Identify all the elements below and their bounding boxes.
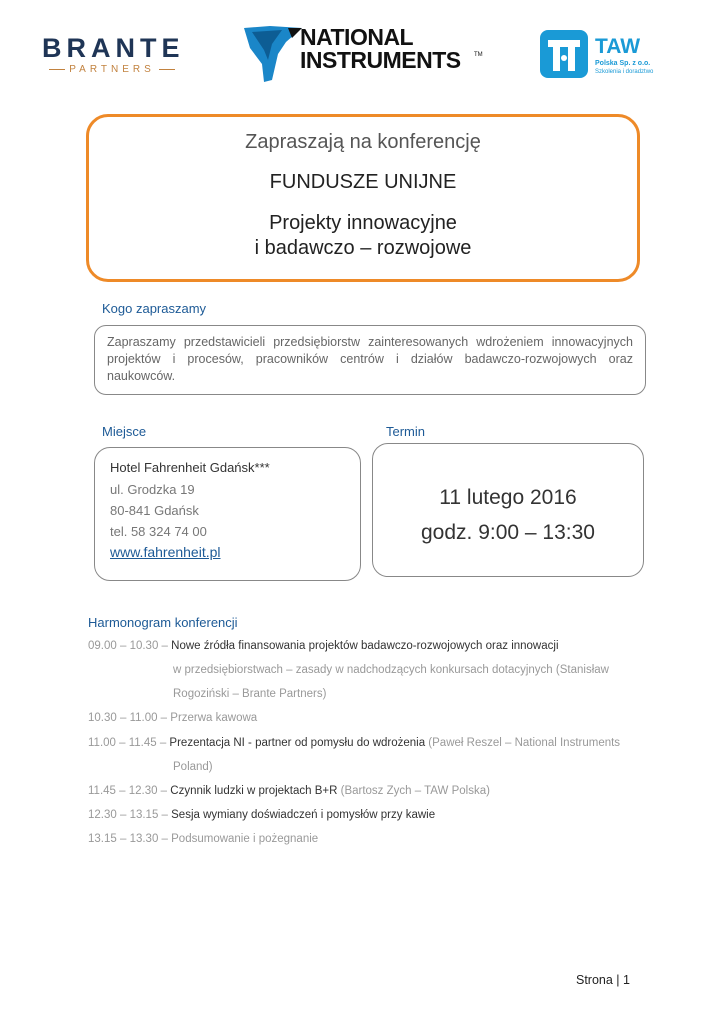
taw-logo-sub2: Szkolenia i doradztwo xyxy=(595,69,654,75)
schedule-item: 11.00 – 11.45 – Prezentacja NI - partner od pomysłu do wdrożenia (Paweł Reszel – National Instruments xyxy=(88,737,621,749)
national-instruments-logo xyxy=(242,24,482,84)
brante-logo xyxy=(42,33,185,75)
schedule-item-cont: Poland) xyxy=(173,761,213,773)
hotel-street: ul. Grodzka 19 xyxy=(110,482,195,497)
conference-time: godz. 9:00 – 13:30 xyxy=(421,521,595,544)
ni-eagle-icon xyxy=(242,24,304,84)
schedule-item: 11.45 – 12.30 – Czynnik ludzki w projektach B+R (Bartosz Zych – TAW Polska) xyxy=(88,785,490,797)
ni-tm-mark: TM xyxy=(474,52,483,58)
brante-logo-sub: PARTNERS xyxy=(42,64,182,75)
schedule-item: 12.30 – 13.15 – Sesja wymiany doświadczeń i pomysłów przy kawie xyxy=(88,809,436,821)
conference-date: 11 lutego 2016 xyxy=(439,486,577,509)
schedule-label: Harmonogram konferencji xyxy=(88,615,238,630)
place-label: Miejsce xyxy=(102,424,147,439)
schedule-item: 09.00 – 10.30 – Nowe źródła finansowania projektów badawczo-rozwojowych oraz innowacji xyxy=(88,640,559,652)
hotel-website-link[interactable]: www.fahrenheit.pl xyxy=(110,544,221,560)
taw-emblem-icon xyxy=(540,30,588,78)
schedule-item: 10.30 – 11.00 – Przerwa kawowa xyxy=(88,712,258,724)
schedule-item-cont: Rogoziński – Brante Partners) xyxy=(173,688,327,700)
schedule-item: 13.15 – 13.30 – Podsumowanie i pożegnanie xyxy=(88,833,319,845)
hotel-name: Hotel Fahrenheit Gdańsk*** xyxy=(110,460,270,475)
taw-logo-name: TAW xyxy=(595,35,641,58)
hotel-phone: tel. 58 324 74 00 xyxy=(110,524,207,539)
brante-logo-name: BRANTE xyxy=(42,33,185,63)
term-box xyxy=(372,443,644,577)
term-label: Termin xyxy=(386,424,426,439)
conference-subtitle: Projekty innowacyjne i badawczo – rozwojowe xyxy=(254,212,472,259)
invite-box xyxy=(94,325,646,395)
invite-label: Kogo zapraszamy xyxy=(102,301,207,316)
schedule-item-cont: w przedsiębiorstwach – zasady w nadchodzących konkursach dotacyjnych (Stanisław xyxy=(173,664,609,676)
place-box xyxy=(94,447,361,581)
invite-text: Zapraszamy przedstawicieli przedsiębiorstw zainteresowanych wdrożeniem innowacyjnych projektów i procesów, pracowników centrów i działów badawczo-rozwojowych oraz naukowców. xyxy=(107,335,633,383)
taw-logo xyxy=(540,30,680,80)
conference-name: FUNDUSZE UNIJNE xyxy=(269,171,457,193)
page-number: Strona | 1 xyxy=(576,973,630,987)
taw-logo-sub1: Polska Sp. z o.o. xyxy=(595,60,651,67)
ni-logo-text: NATIONAL INSTRUMENTS xyxy=(300,24,461,73)
hotel-city: 80-841 Gdańsk xyxy=(110,503,199,518)
conference-title-box xyxy=(86,114,640,282)
invitation-heading: Zapraszają na konferencję xyxy=(245,131,481,153)
